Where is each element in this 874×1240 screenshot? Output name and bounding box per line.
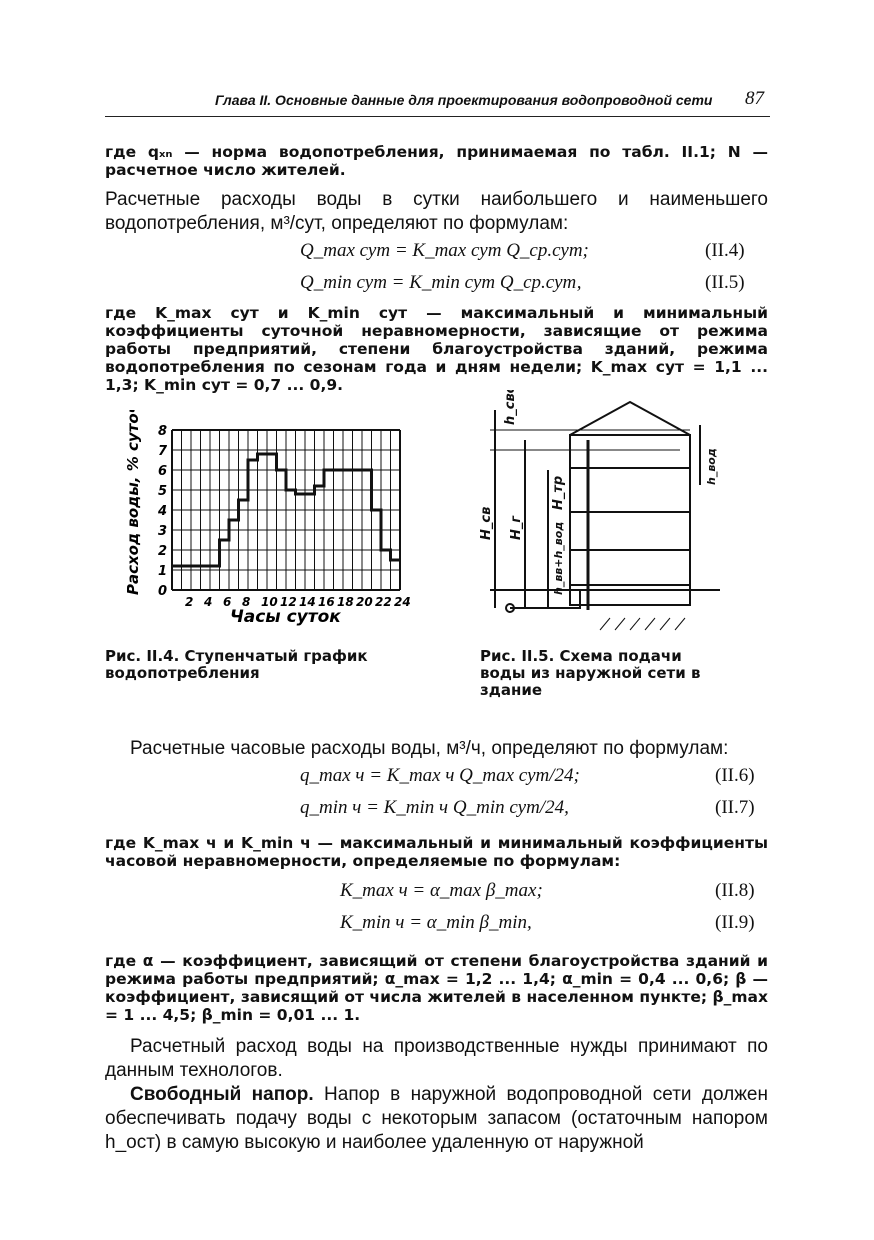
formula-number-II-4: (II.4)	[705, 240, 745, 261]
paragraph-7: Расчетный расход воды на производственные нужды принимают по данным технологов.	[105, 1036, 768, 1081]
chart-y-axis-label: Расход воды, % суточного расхода	[124, 410, 142, 595]
formula-number-II-6: (II.6)	[715, 765, 755, 786]
page-number: 87	[745, 88, 764, 109]
x-tick-label: 24	[394, 595, 411, 609]
formula-II-9: K_min ч = α_min β_min,	[340, 912, 532, 933]
step-chart-svg	[110, 410, 430, 640]
label-h-vv-h-vod: h_вв+h_вод	[552, 521, 565, 595]
paragraph-3: где K_max сут и K_min сут — максимальный и минимальный коэффициенты суточной неравномерности, зависящие от режима работы предприятий, степени благоустройства зданий, режима водопотребления по сезонам года и дням недели; K_max сут = 1,1 ... 1,3; K_min сут = 0,7 ... 0,9.	[105, 304, 768, 394]
caption-figure-II-4: Рис. II.4. Ступенчатый график водопотребления	[105, 647, 368, 682]
chart-y-ticks	[157, 424, 168, 599]
paragraph-6: где α — коэффициент, зависящий от степени благоустройства зданий и режима работы предприятий; α_max = 1,2 ... 1,4; α_min = 0,4 ... 0,6; β — коэффициент, зависящий от числа жителей в населенном пункте; β_max = 1 ... 4,5; β_min = 0,01 ... 1.	[105, 952, 768, 1024]
paragraph-8-text: Напор в наружной водопроводной сети должен обеспечивать подачу воды с некоторым запасом (остаточным напором h_ост) в самую высокую и наиболее удаленную от наружной	[105, 1084, 768, 1153]
label-h-vod: h_вод	[705, 448, 718, 485]
formula-number-II-8: (II.8)	[715, 880, 755, 901]
x-tick-label: 6	[223, 595, 232, 609]
y-tick-label: 7	[158, 444, 168, 459]
x-tick-label: 22	[375, 595, 392, 609]
y-tick-label: 4	[158, 504, 168, 519]
formula-II-6: q_max ч = K_max ч Q_max сут/24;	[300, 765, 580, 786]
x-tick-label: 18	[337, 595, 354, 609]
x-tick-label: 16	[318, 595, 335, 609]
chart-x-axis-label: Часы суток	[230, 607, 341, 627]
label-h-free: h_своб	[503, 390, 518, 425]
y-tick-label: 5	[158, 484, 168, 499]
label-h-tr: H_тр	[551, 475, 566, 510]
x-tick-label: 8	[242, 595, 251, 609]
caption-figure-II-5: Рис. II.5. Схема подачи воды из наружной сети в здание	[480, 647, 701, 699]
figure-water-consumption-chart	[110, 410, 430, 640]
x-tick-label: 14	[299, 595, 316, 609]
paragraph-8	[105, 1083, 768, 1155]
x-tick-label: 20	[356, 595, 373, 609]
formula-number-II-9: (II.9)	[715, 912, 755, 933]
formula-II-4: Q_max сут = K_max сут Q_ср.сут;	[300, 240, 589, 261]
formula-II-8: K_max ч = α_max β_max;	[340, 880, 543, 901]
label-H-sv: H_св	[479, 506, 494, 540]
formula-II-5: Q_min сут = K_min сут Q_ср.сут,	[300, 272, 582, 293]
x-tick-label: 2	[185, 595, 194, 609]
formula-number-II-5: (II.5)	[705, 272, 745, 293]
y-tick-label: 1	[158, 564, 168, 579]
running-title: Глава II. Основные данные для проектирования водопроводной сети	[215, 92, 713, 108]
formula-II-7: q_min ч = K_min ч Q_min сут/24,	[300, 797, 569, 818]
paragraph-1: где qₓₙ — норма водопотребления, принимаемая по табл. II.1; N — расчетное число жителей.	[105, 143, 768, 179]
y-tick-label: 3	[158, 524, 168, 539]
paragraph-4: Расчетные часовые расходы воды, м³/ч, определяют по формулам:	[130, 738, 729, 759]
y-tick-label: 6	[158, 464, 168, 479]
label-H-g: H_г	[509, 515, 524, 540]
paragraph-5: где K_max ч и K_min ч — максимальный и минимальный коэффициенты часовой неравномерности, определяемые по формулам:	[105, 834, 768, 870]
y-tick-label: 2	[158, 544, 168, 559]
page-header	[105, 88, 770, 117]
ground-hatching	[600, 618, 685, 630]
figure-building-supply-diagram	[470, 390, 730, 645]
formula-number-II-7: (II.7)	[715, 797, 755, 818]
x-tick-label: 4	[204, 595, 213, 609]
paragraph-2: Расчетные расходы воды в сутки наибольшего и наименьшего водопотребления, м³/сут, определяют по формулам:	[105, 189, 768, 234]
y-tick-label: 8	[158, 424, 168, 439]
x-tick-label: 10	[261, 595, 278, 609]
paragraph-8-heading: Свободный напор.	[130, 1084, 314, 1105]
x-tick-label: 12	[280, 595, 297, 609]
building-diagram-svg	[470, 390, 730, 645]
y-tick-label: 0	[158, 584, 168, 599]
